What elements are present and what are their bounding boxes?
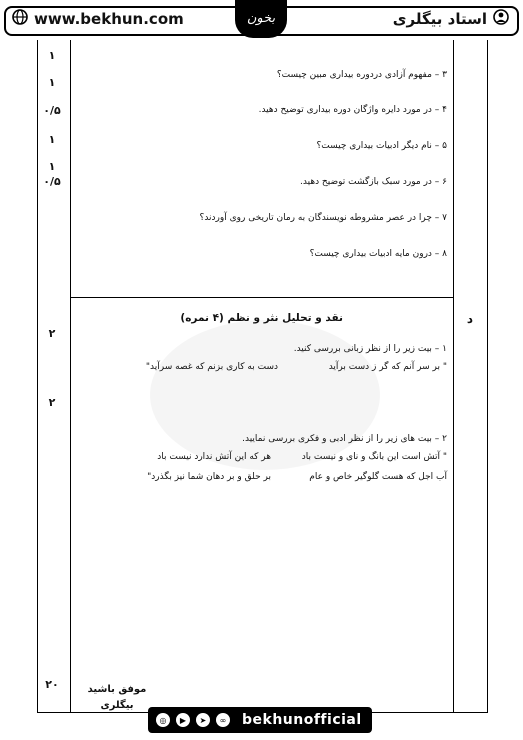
question: ۳ – مفهوم آزادی دردوره بیداری مبین چیست؟	[276, 70, 447, 80]
brand-logo	[235, 0, 287, 38]
score: ۲	[48, 396, 56, 409]
question: ۴ – در مورد دایره واژگان دوره بیداری توضیح دهید.	[258, 105, 447, 115]
score: ۱	[48, 76, 56, 89]
watermark	[150, 320, 380, 470]
telegram-icon[interactable]: ➤	[196, 713, 210, 727]
total-score: ۲۰	[45, 678, 59, 691]
logo-text: بخون	[246, 10, 276, 26]
verse-hemistich: آب اجل که هست گلوگیر خاص و عام	[309, 472, 447, 482]
score: ۱	[48, 133, 56, 146]
website-link[interactable]	[12, 9, 184, 29]
globe-icon	[12, 9, 28, 29]
verse-hemistich: " بر سر آنم که گر ز دست برآید	[328, 362, 447, 372]
social-handle[interactable]: bekhunofficial	[242, 712, 362, 728]
verse-hemistich: بر حلق و بر دهان شما نیز بگذرد"	[147, 472, 271, 482]
section-title: نقد و تحلیل نثر و نظم (۴ نمره)	[180, 312, 343, 324]
section-letter: د	[466, 312, 474, 326]
user-icon	[493, 9, 509, 29]
youtube-icon[interactable]: ▶	[176, 713, 190, 727]
score: ۰/۵	[43, 175, 61, 188]
score-column-divider	[70, 40, 71, 712]
score: ۱	[48, 49, 56, 62]
score: ۰/۵	[43, 104, 61, 117]
instagram-icon[interactable]: ◎	[156, 713, 170, 727]
closing-wish: موفق باشید	[87, 684, 147, 695]
question: ۲ – بیت های زیر را از نظر ادبی و فکری بررسی نمایید.	[242, 434, 447, 444]
question: ۸ – درون مایه ادبیات بیداری چیست؟	[309, 249, 447, 259]
teacher-text: استاد بیگلری	[392, 10, 487, 28]
question: ۶ – در مورد سبک بازگشت توضیح دهید.	[300, 177, 447, 187]
section-divider	[70, 297, 453, 298]
page-header	[0, 0, 523, 40]
question: ۵ – نام دیگر ادبیات بیداری چیست؟	[316, 141, 447, 151]
verse-hemistich: دست به کاری بزنم که غصه سرآید"	[145, 362, 278, 372]
social-footer	[148, 707, 372, 733]
website-text: www.bekhun.com	[34, 10, 184, 28]
closing-signature: بیگلری	[100, 700, 134, 711]
question: ۷ – چرا در عصر مشروطه نویسندگان به رمان تاریخی روی آوردند؟	[199, 213, 447, 223]
teacher-name	[393, 9, 509, 29]
score: ۲	[48, 327, 56, 340]
section-column-divider	[453, 40, 454, 712]
verse-hemistich: " آتش است این بانگ و نای و نیست باد	[301, 452, 447, 462]
verse-hemistich: هر که این آتش ندارد نیست باد	[157, 452, 271, 462]
question: ۱ – بیت زیر را از نظر زبانی بررسی کنید.	[293, 344, 447, 354]
link-icon[interactable]: ∞	[216, 713, 230, 727]
score: ۱	[48, 160, 56, 173]
